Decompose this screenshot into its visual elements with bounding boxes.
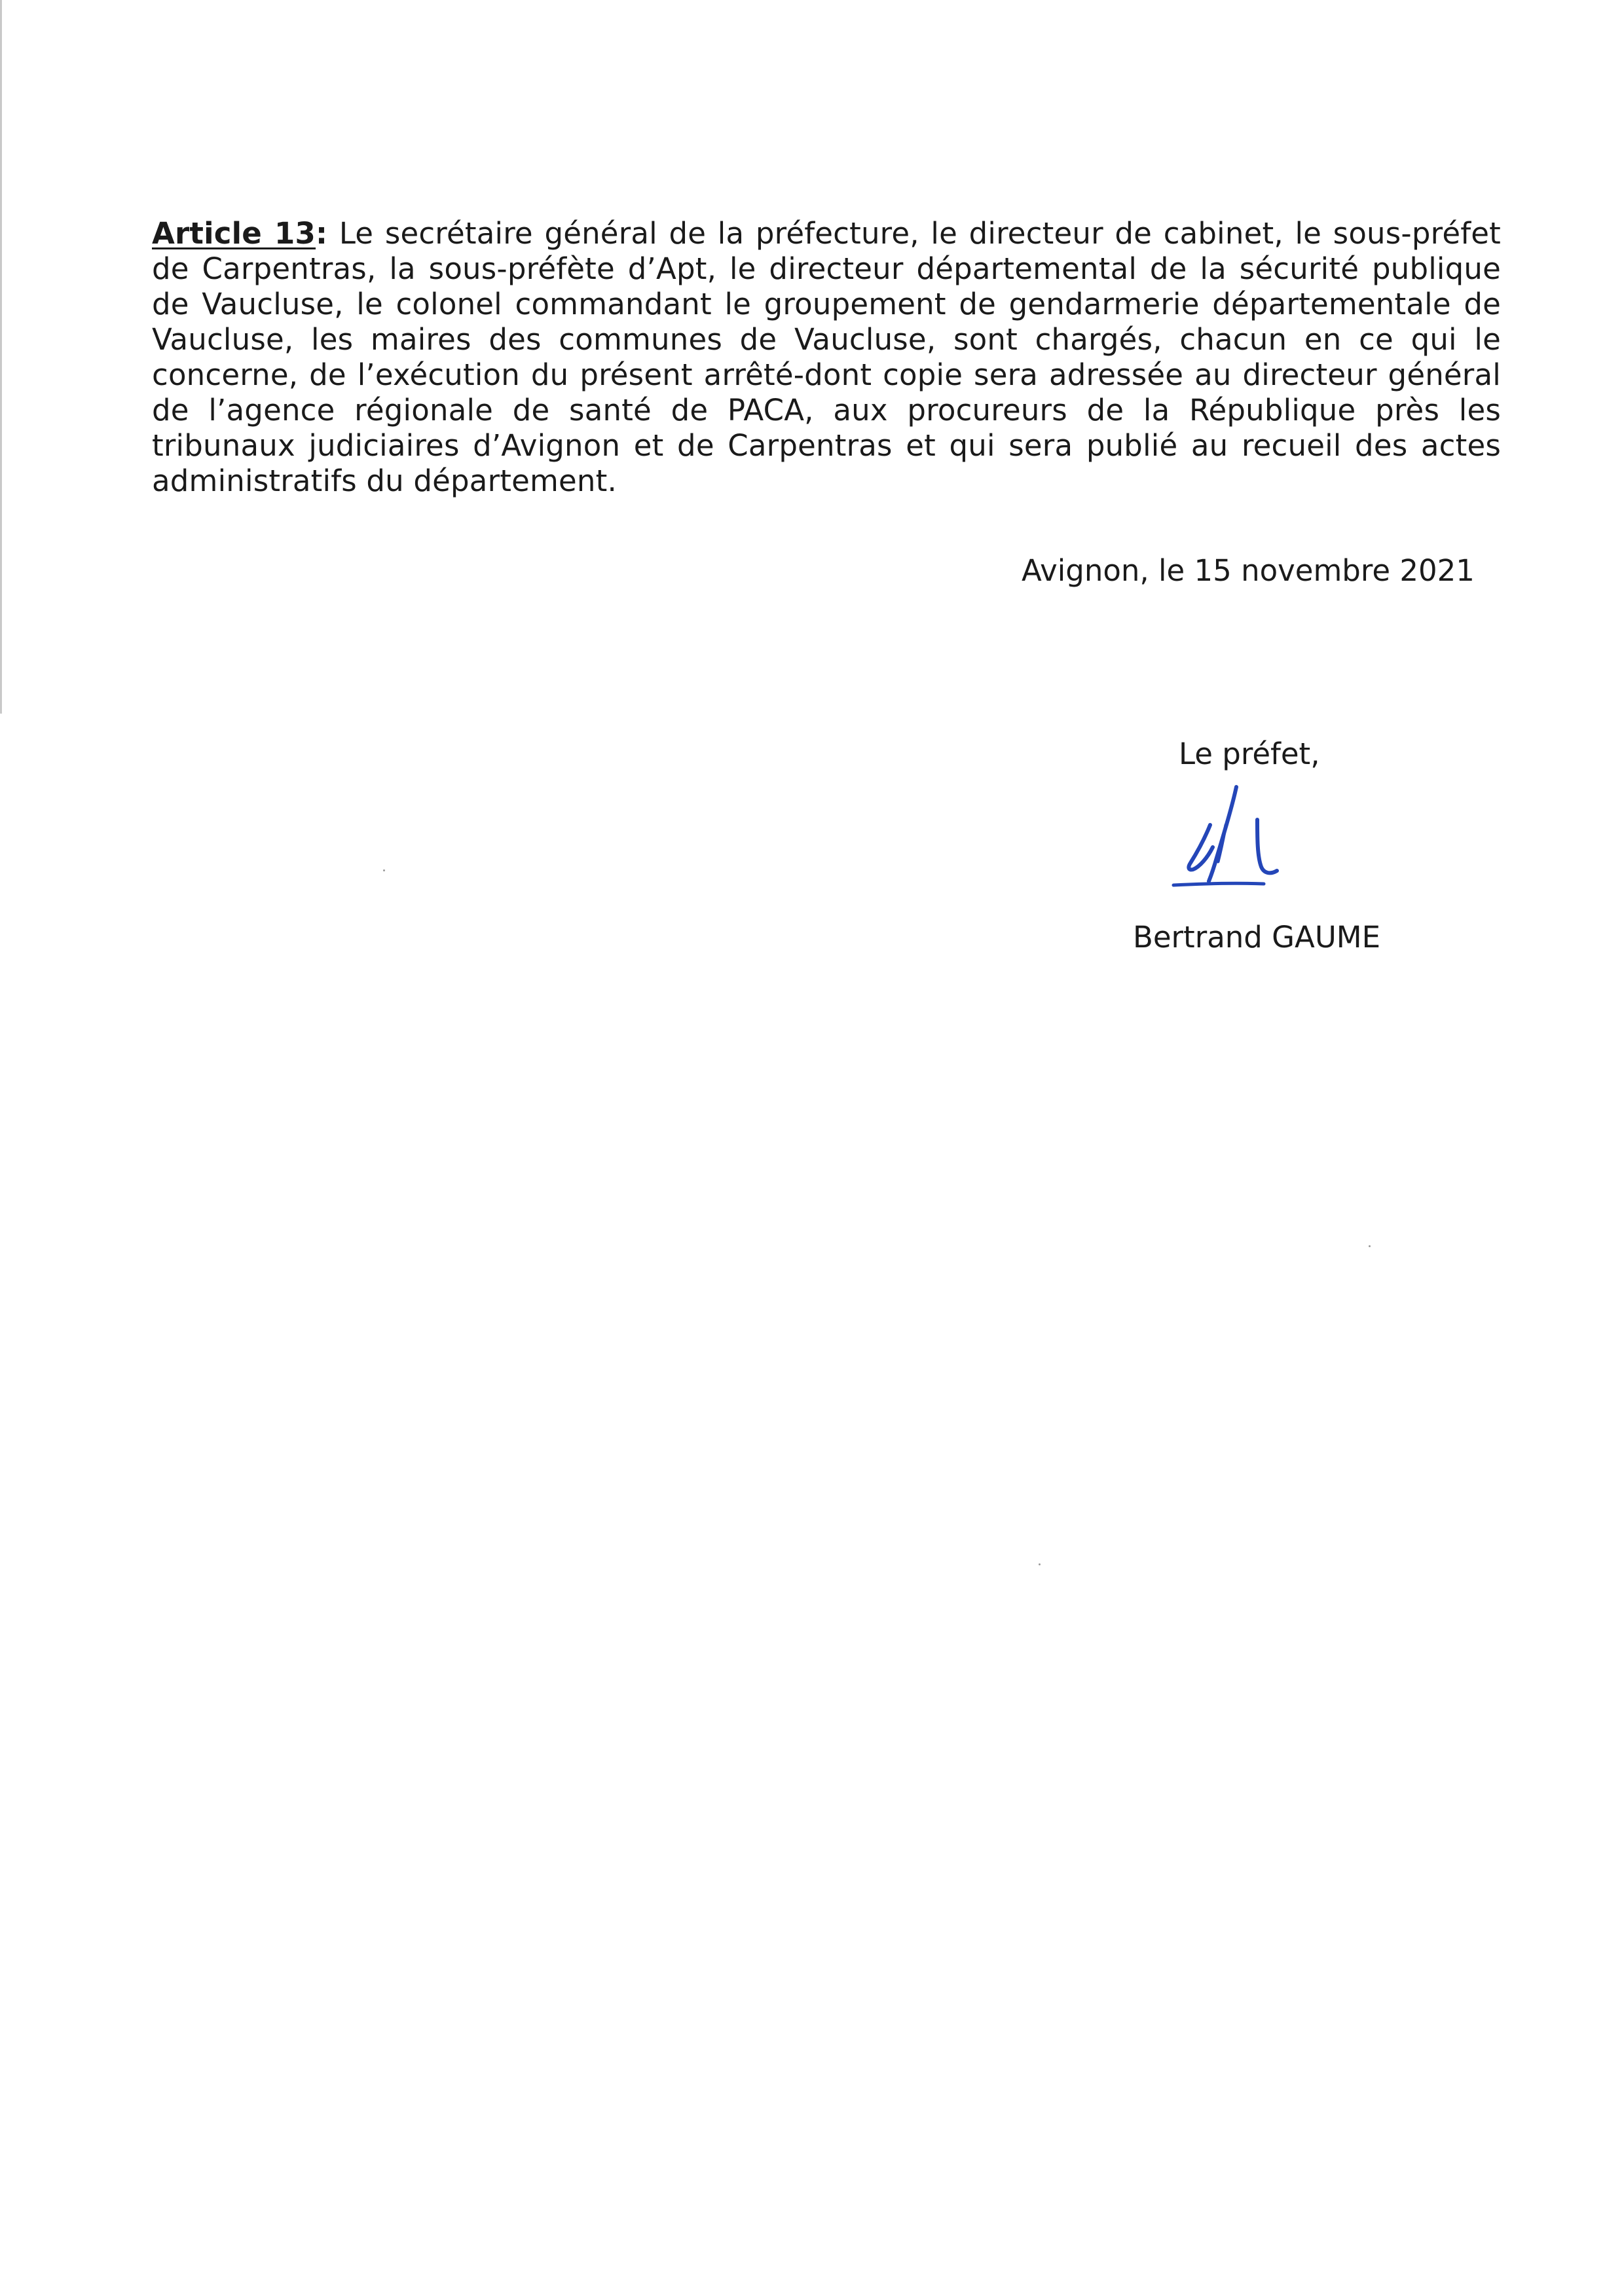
scan-speck xyxy=(383,869,385,871)
article-13-paragraph xyxy=(152,216,1501,499)
signatory-title: Le préfet, xyxy=(1179,737,1320,771)
article-separator: : xyxy=(316,216,328,251)
article-body: Le secrétaire général de la préfecture, le directeur de cabinet, le sous-préfet de Carpentras, la sous-préfète d’Apt, le directeur départemental de la sécurité publique de Vaucluse, le colonel commandant le groupement de gendarmerie départementale de Vaucluse, les maires des communes de Vaucluse, sont chargés, chacun en ce qui le concerne, de l’exécution du présent arrêté-dont copie sera adressée au directeur général de l’agence régionale de santé de PACA, aux procureurs de la République près les tribunaux judiciaires d’Avignon et de Carpentras et qui sera publié au recueil des actes administratifs du département. xyxy=(152,216,1501,498)
place-and-date: Avignon, le 15 novembre 2021 xyxy=(1022,553,1475,588)
scan-speck xyxy=(1369,1245,1371,1247)
article-label: Article 13 xyxy=(152,216,316,251)
scan-edge-shadow xyxy=(0,0,2,714)
handwritten-signature xyxy=(1159,779,1336,917)
signatory-name: Bertrand GAUME xyxy=(1133,920,1381,955)
scan-speck xyxy=(1039,1563,1041,1565)
